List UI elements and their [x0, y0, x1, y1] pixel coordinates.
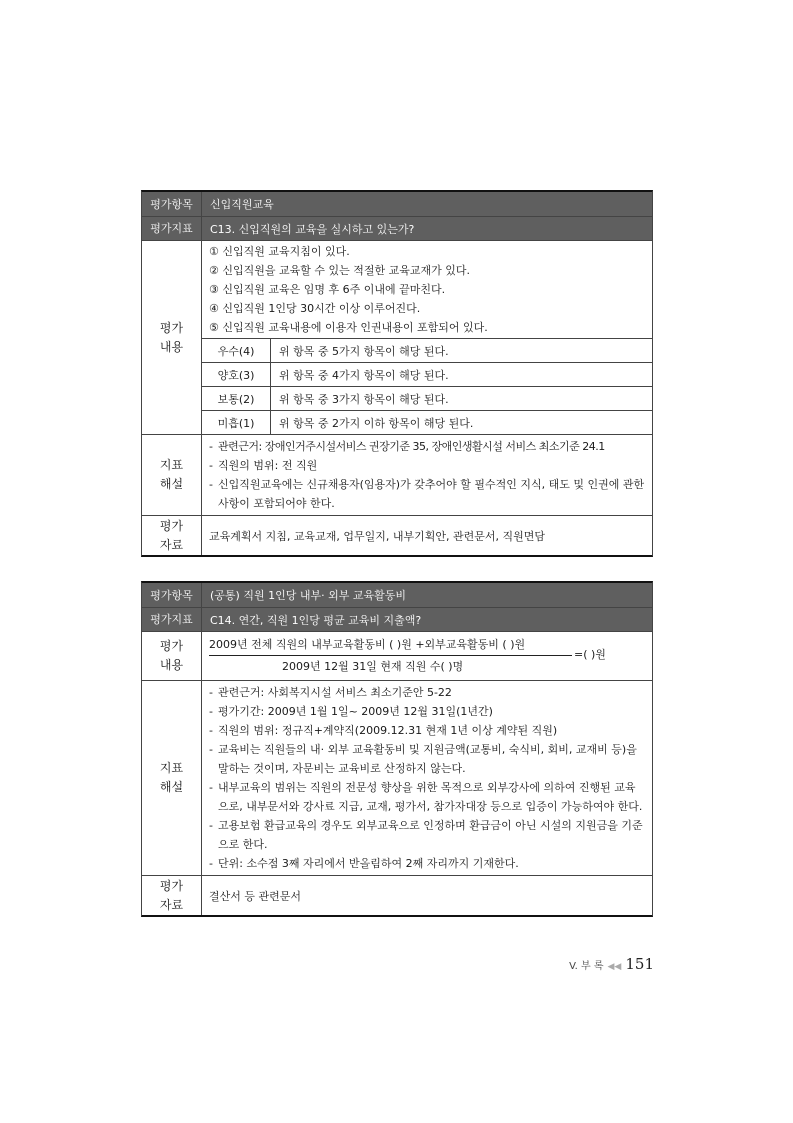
- criterion-2: ② 신입직원을 교육할 수 있는 적절한 교육교재가 있다.: [209, 264, 470, 277]
- criterion-5: ⑤ 신입직원 교육내용에 이용자 인권내용이 포함되어 있다.: [209, 321, 488, 334]
- evaluation-table-c13: [141, 190, 653, 557]
- material-value: 교육계획서 지침, 교육교재, 업무일지, 내부기획안, 관련문서, 직원면담: [209, 529, 545, 543]
- formula-result: =( )원: [574, 648, 606, 661]
- item-label: 평가항목: [142, 583, 202, 607]
- explain-item: - 단위: 소수점 3째 자리에서 반올림하여 2째 자리까지 기재한다.: [209, 857, 519, 870]
- grade-row: [202, 339, 652, 362]
- grade-row: [202, 386, 652, 410]
- explain-item: - 내부교육의 범위는 직원의 전문성 향상을 위한 목적으로 외부강사에 의하여 진행된 교육으로, 내부문서와 강사료 지급, 교재, 평가서, 참가자대장 등으로 입증이 가능하여야 한다.: [209, 781, 643, 813]
- grade-desc: 위 항목 중 3가지 항목이 해당 된다.: [279, 392, 449, 406]
- section-label: V. 부 록: [569, 961, 604, 972]
- material-value: 결산서 등 관련문서: [209, 889, 302, 903]
- material-row: [142, 515, 652, 555]
- item-label: 평가항목: [142, 192, 202, 216]
- grade-name: 미흡(1): [202, 411, 271, 434]
- explain-row: [142, 680, 652, 875]
- grade-table: [202, 338, 652, 434]
- material-label: 평가 자료: [142, 516, 202, 555]
- item-value: 신입직원교육: [210, 198, 274, 211]
- indicator-value: C14. 연간, 직원 1인당 평균 교육비 지출액?: [210, 613, 422, 627]
- page-number: 151: [625, 955, 654, 973]
- criterion-1: ① 신입직원 교육지침이 있다.: [209, 245, 350, 258]
- indicator-value: C13. 신입직원의 교육을 실시하고 있는가?: [210, 222, 415, 236]
- explain-label: 지표 해설: [142, 435, 202, 515]
- explain-item: - 평가기간: 2009년 1월 1일~ 2009년 12월 31일(1년간): [209, 705, 493, 718]
- explain-row: [142, 434, 652, 515]
- explain-item: - 직원의 범위: 정규직+계약직(2009.12.31 현재 1년 이상 계약된 직원): [209, 724, 558, 737]
- indicator-row: [142, 607, 652, 631]
- fraction-line: [209, 655, 572, 656]
- explain-item: - 직원의 범위: 전 직원: [209, 459, 318, 472]
- content-row: [142, 240, 652, 434]
- criterion-3: ③ 신입직원 교육은 임명 후 6주 이내에 끝마친다.: [209, 283, 446, 296]
- explain-label: 지표 해설: [142, 681, 202, 875]
- grade-name: 우수(4): [202, 339, 271, 362]
- item-value: (공통) 직원 1인당 내부· 외부 교육활동비: [210, 589, 406, 602]
- grade-row: [202, 362, 652, 386]
- content-row: [142, 631, 652, 680]
- indicator-label: 평가지표: [142, 608, 202, 631]
- double-arrow-icon: ◀◀: [607, 962, 622, 972]
- content-label: 평가 내용: [142, 241, 202, 434]
- evaluation-table-c14: [141, 581, 653, 917]
- grade-name: 보통(2): [202, 387, 271, 410]
- grade-desc: 위 항목 중 2가지 이하 항목이 해당 된다.: [279, 416, 474, 430]
- criterion-4: ④ 신입직원 1인당 30시간 이상 이루어진다.: [209, 302, 421, 315]
- explain-item: - 관련근거: 사회복지시설 서비스 최소기준안 5-22: [209, 686, 452, 699]
- explain-item: - 고용보험 환급교육의 경우도 외부교육으로 인정하며 환급금이 아닌 시설의 지원금을 기준으로 한다.: [209, 819, 643, 851]
- formula-numerator: 2009년 전체 직원의 내부교육활동비 ( )원 +외부교육활동비 ( )원: [209, 638, 526, 651]
- grade-desc: 위 항목 중 4가지 항목이 해당 된다.: [279, 368, 449, 382]
- page-footer: [540, 955, 654, 973]
- content-label: 평가 내용: [142, 632, 202, 680]
- grade-desc: 위 항목 중 5가지 항목이 해당 된다.: [279, 344, 449, 358]
- item-row: [142, 583, 652, 607]
- indicator-label: 평가지표: [142, 217, 202, 240]
- explain-item: - 신입직원교육에는 신규채용자(임용자)가 갖추어야 할 필수적인 지식, 태도 및 인권에 관한 사항이 포함되어야 한다.: [209, 478, 645, 510]
- explain-item: - 교육비는 직원들의 내· 외부 교육활동비 및 지원금액(교통비, 숙식비, 회비, 교재비 등)을 말하는 것이며, 자문비는 교육비로 산정하지 않는다.: [209, 743, 637, 775]
- material-row: [142, 875, 652, 915]
- explain-item: - 관련근거: 장애인거주시설서비스 권장기준 35, 장애인생활시설 서비스 최소기준 24.1: [209, 440, 605, 453]
- grade-row: [202, 410, 652, 434]
- grade-name: 양호(3): [202, 363, 271, 386]
- item-row: [142, 192, 652, 216]
- indicator-row: [142, 216, 652, 240]
- material-label: 평가 자료: [142, 876, 202, 915]
- formula-denominator: 2009년 12월 31일 현재 직원 수( )명: [282, 660, 464, 673]
- cost-formula: [202, 632, 652, 680]
